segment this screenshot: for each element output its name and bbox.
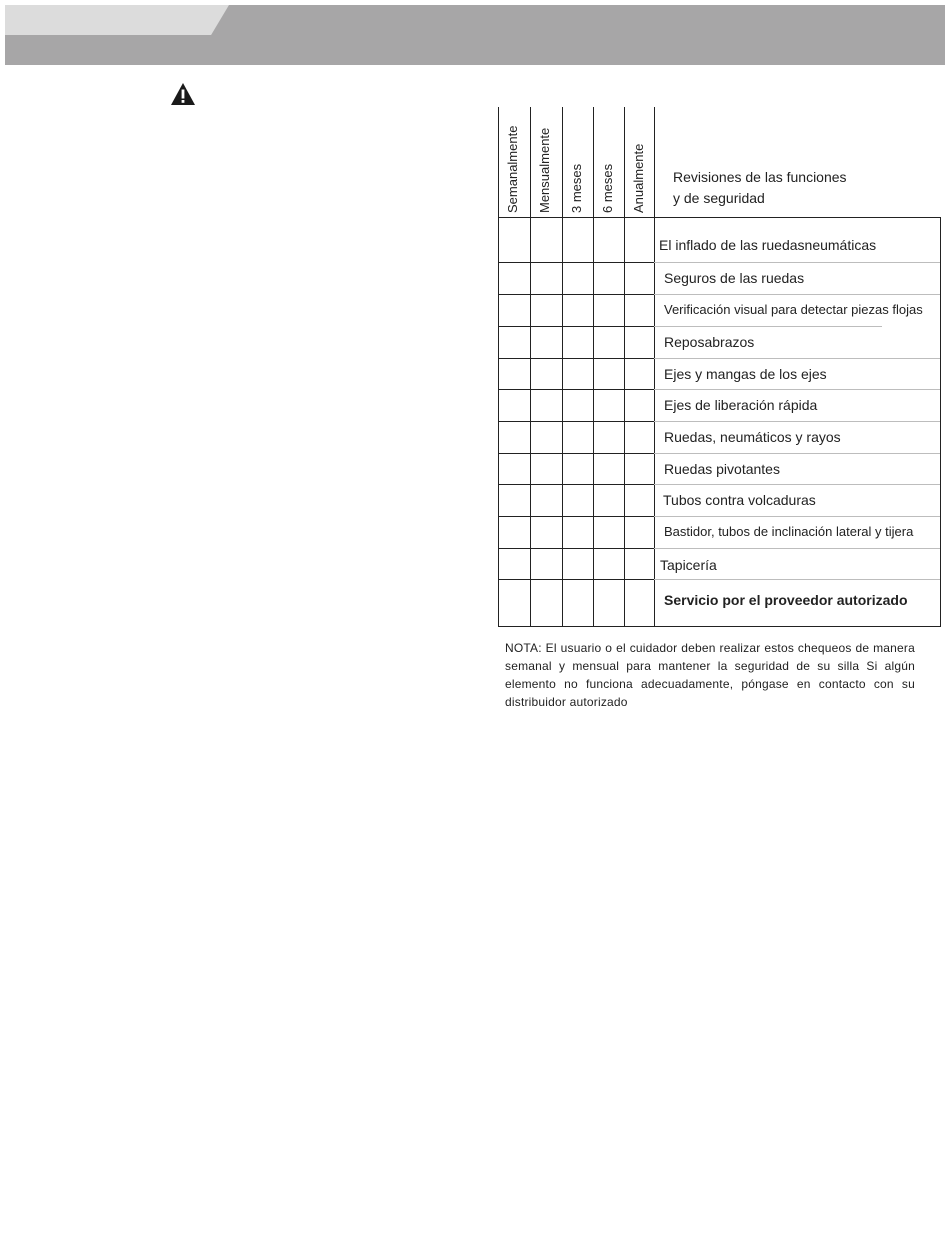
check-cell[interactable] bbox=[625, 359, 654, 389]
check-cell[interactable] bbox=[625, 517, 654, 548]
freq-header-3-months: 3 meses bbox=[562, 107, 593, 217]
check-cell[interactable] bbox=[563, 218, 593, 262]
check-cell[interactable] bbox=[594, 454, 624, 484]
check-cell[interactable] bbox=[625, 454, 654, 484]
table-right-border bbox=[940, 217, 941, 627]
check-cell[interactable] bbox=[594, 517, 624, 548]
warning-triangle-icon bbox=[170, 82, 196, 106]
check-cell[interactable] bbox=[594, 485, 624, 516]
check-cell[interactable] bbox=[563, 422, 593, 453]
label-rule bbox=[654, 389, 940, 390]
check-cell[interactable] bbox=[563, 327, 593, 358]
freq-header-6-months: 6 meses bbox=[593, 107, 624, 217]
check-cell[interactable] bbox=[594, 422, 624, 453]
label-rule bbox=[654, 516, 940, 517]
check-cell[interactable] bbox=[531, 549, 562, 579]
check-cell[interactable] bbox=[531, 517, 562, 548]
check-cell[interactable] bbox=[531, 390, 562, 421]
check-cell[interactable] bbox=[625, 422, 654, 453]
check-cell[interactable] bbox=[594, 218, 624, 262]
label-rule bbox=[654, 548, 940, 549]
check-cell[interactable] bbox=[499, 295, 530, 326]
check-cell[interactable] bbox=[563, 485, 593, 516]
check-cell[interactable] bbox=[625, 263, 654, 294]
check-cell[interactable] bbox=[594, 390, 624, 421]
label-rule bbox=[654, 453, 940, 454]
check-cell[interactable] bbox=[563, 295, 593, 326]
check-cell[interactable] bbox=[531, 454, 562, 484]
check-cell[interactable] bbox=[531, 422, 562, 453]
check-cell[interactable] bbox=[499, 454, 530, 484]
check-cell[interactable] bbox=[594, 549, 624, 579]
maintenance-table bbox=[498, 107, 941, 627]
check-cell[interactable] bbox=[531, 327, 562, 358]
check-cell[interactable] bbox=[594, 263, 624, 294]
row-label: Bastidor, tubos de inclinación lateral y tijera bbox=[664, 524, 914, 539]
check-cell[interactable] bbox=[563, 580, 593, 627]
check-cell[interactable] bbox=[531, 263, 562, 294]
freq-header-weekly: Semanalmente bbox=[498, 107, 529, 217]
label-rule bbox=[654, 579, 940, 580]
check-cell[interactable] bbox=[531, 485, 562, 516]
row-label: Verificación visual para detectar piezas flojas bbox=[664, 302, 923, 317]
row-label: Ruedas pivotantes bbox=[664, 461, 780, 477]
check-cell[interactable] bbox=[499, 263, 530, 294]
label-rule bbox=[654, 326, 882, 327]
check-cell[interactable] bbox=[594, 359, 624, 389]
header-divider bbox=[654, 107, 655, 217]
check-cell[interactable] bbox=[563, 263, 593, 294]
row-label: Tapicería bbox=[660, 557, 717, 573]
freq-header-monthly: Mensualmente bbox=[530, 107, 561, 217]
check-cell[interactable] bbox=[499, 390, 530, 421]
check-cell[interactable] bbox=[499, 359, 530, 389]
check-cell[interactable] bbox=[594, 327, 624, 358]
table-title: Revisiones de las funciones y de seguridad bbox=[673, 169, 847, 206]
check-cell[interactable] bbox=[625, 218, 654, 262]
row-label: Reposabrazos bbox=[664, 334, 755, 350]
header-tab bbox=[5, 5, 229, 35]
check-cell[interactable] bbox=[531, 295, 562, 326]
label-rule bbox=[654, 421, 940, 422]
check-cell[interactable] bbox=[499, 218, 530, 262]
label-rule bbox=[654, 358, 940, 359]
check-cell[interactable] bbox=[563, 390, 593, 421]
check-cell[interactable] bbox=[594, 295, 624, 326]
check-cell[interactable] bbox=[499, 422, 530, 453]
row-label: Ejes de liberación rápida bbox=[664, 397, 818, 413]
check-cell[interactable] bbox=[563, 454, 593, 484]
check-cell[interactable] bbox=[499, 517, 530, 548]
check-cell[interactable] bbox=[499, 580, 530, 627]
row-label: Seguros de las ruedas bbox=[664, 270, 805, 286]
freq-header-annual: Anualmente bbox=[624, 107, 655, 217]
row-label: Servicio por el proveedor autorizado bbox=[664, 592, 908, 608]
check-cell[interactable] bbox=[625, 580, 654, 627]
row-label: El inflado de las ruedasneumáticas bbox=[659, 237, 877, 253]
check-cell[interactable] bbox=[563, 359, 593, 389]
label-rule bbox=[654, 262, 940, 263]
label-rule bbox=[654, 294, 940, 295]
row-label: Ruedas, neumáticos y rayos bbox=[664, 429, 841, 445]
check-cell[interactable] bbox=[499, 549, 530, 579]
maintenance-note: NOTA: El usuario o el cuidador deben realizar estos chequeos de manera semanal y mensual para mantener la seguridad de su silla Si algún elemento no funciona adecuadamente, póngase en contacto con su distribuidor autorizado bbox=[505, 641, 915, 709]
column-rule bbox=[654, 217, 655, 627]
check-cell[interactable] bbox=[531, 359, 562, 389]
row-label: Tubos contra volcaduras bbox=[663, 492, 816, 508]
check-cell[interactable] bbox=[531, 580, 562, 627]
check-cell[interactable] bbox=[499, 485, 530, 516]
check-cell[interactable] bbox=[499, 327, 530, 358]
check-cell[interactable] bbox=[625, 327, 654, 358]
check-cell[interactable] bbox=[625, 485, 654, 516]
check-cell[interactable] bbox=[563, 549, 593, 579]
check-cell[interactable] bbox=[531, 218, 562, 262]
label-rule bbox=[654, 484, 940, 485]
row-label: Ejes y mangas de los ejes bbox=[664, 366, 827, 382]
check-cell[interactable] bbox=[625, 390, 654, 421]
check-cell[interactable] bbox=[594, 580, 624, 627]
check-cell[interactable] bbox=[625, 549, 654, 579]
check-cell[interactable] bbox=[625, 295, 654, 326]
check-cell[interactable] bbox=[563, 517, 593, 548]
